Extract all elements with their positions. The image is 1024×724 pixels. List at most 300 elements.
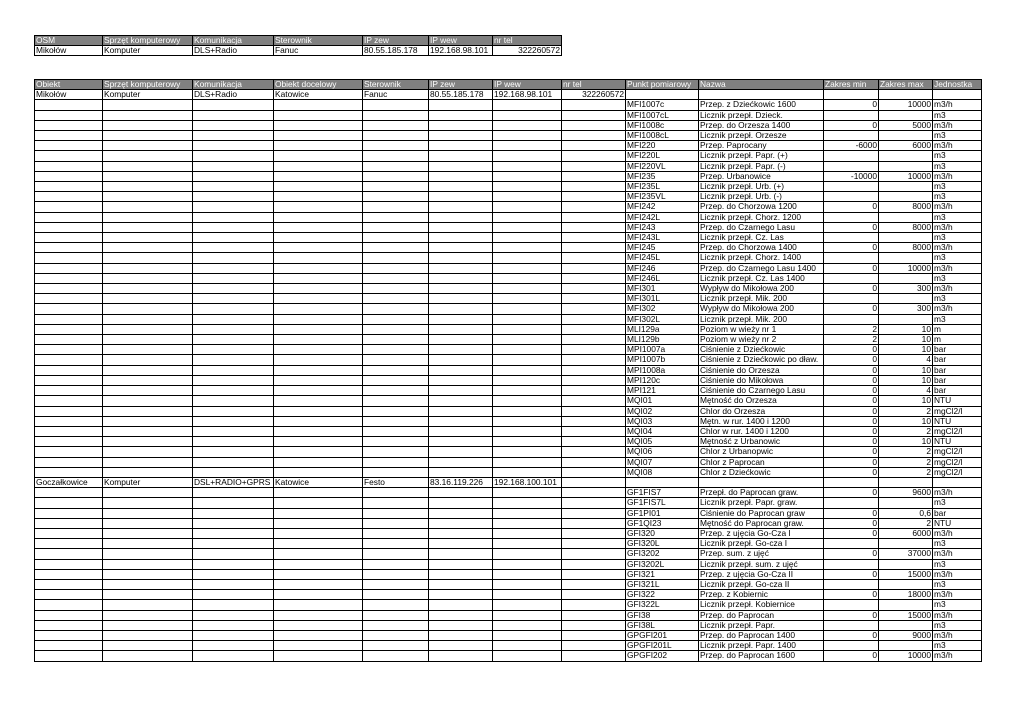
table-cell xyxy=(363,406,429,416)
table-row xyxy=(35,365,982,375)
header-row xyxy=(35,80,982,90)
table-cell xyxy=(363,192,429,202)
table-cell xyxy=(824,110,879,120)
table-cell xyxy=(363,243,429,253)
table-row xyxy=(35,651,982,661)
table-cell xyxy=(193,192,274,202)
table-cell xyxy=(103,416,193,426)
table-cell: m3/h xyxy=(933,610,982,620)
table-cell xyxy=(193,324,274,334)
table-cell xyxy=(103,355,193,365)
table-cell xyxy=(274,518,363,528)
table-cell: 83.16.119.226 xyxy=(429,477,493,487)
table-cell xyxy=(193,243,274,253)
table-cell: 8000 xyxy=(879,243,933,253)
table-cell xyxy=(562,131,626,141)
table-cell: MFI243 xyxy=(626,222,699,232)
table-cell: m3/h xyxy=(933,202,982,212)
table-row xyxy=(35,243,982,253)
table-cell xyxy=(103,141,193,151)
table-cell: 0 xyxy=(824,365,879,375)
table-cell: NTU xyxy=(933,437,982,447)
table-cell xyxy=(493,528,562,538)
table-cell xyxy=(103,294,193,304)
table-cell xyxy=(35,253,103,263)
table-cell: 10 xyxy=(879,365,933,375)
table-cell: 322260572 xyxy=(562,90,626,100)
table-cell xyxy=(193,263,274,273)
table-cell: 0 xyxy=(824,569,879,579)
table-cell: DSL+RADIO+GPRS xyxy=(193,477,274,487)
table-cell: Poziom w wieży nr 1 xyxy=(699,324,824,334)
table-cell xyxy=(879,314,933,324)
table-cell: mgCl2/l xyxy=(933,457,982,467)
table-cell xyxy=(274,579,363,589)
table-cell xyxy=(429,335,493,345)
table-cell xyxy=(363,375,429,385)
table-cell xyxy=(493,212,562,222)
table-cell: NTU xyxy=(933,416,982,426)
table-cell xyxy=(35,457,103,467)
table-cell xyxy=(562,437,626,447)
table-cell: MQI08 xyxy=(626,467,699,477)
table-cell xyxy=(274,630,363,640)
table-cell xyxy=(429,171,493,181)
table-row xyxy=(35,233,982,243)
table-cell xyxy=(103,630,193,640)
table-cell: m3/h xyxy=(933,222,982,232)
table-cell xyxy=(35,304,103,314)
table-cell xyxy=(274,539,363,549)
table-cell xyxy=(193,426,274,436)
table-cell xyxy=(35,651,103,661)
table-cell xyxy=(429,120,493,130)
table-cell xyxy=(363,518,429,528)
table-cell: Ciśnienie do Czarnego Lasu xyxy=(699,386,824,396)
table-cell xyxy=(193,233,274,243)
table-cell xyxy=(193,202,274,212)
table-row xyxy=(35,426,982,436)
table-row xyxy=(35,171,982,181)
table-cell: 0 xyxy=(824,345,879,355)
table-cell xyxy=(429,324,493,334)
table-cell: 6000 xyxy=(879,528,933,538)
table-cell xyxy=(363,488,429,498)
table-cell: Licznik przepł. Go-cza II xyxy=(699,579,824,589)
table-cell xyxy=(562,467,626,477)
table-cell xyxy=(274,273,363,283)
table-cell xyxy=(363,416,429,426)
table-cell xyxy=(193,620,274,630)
table-row xyxy=(35,437,982,447)
table-cell: 0 xyxy=(824,406,879,416)
table-cell xyxy=(274,426,363,436)
table-cell xyxy=(429,151,493,161)
table-cell xyxy=(103,182,193,192)
table-cell xyxy=(193,131,274,141)
table-cell xyxy=(824,161,879,171)
table-cell: m3 xyxy=(933,192,982,202)
table-cell xyxy=(363,304,429,314)
column-header: Jednostka xyxy=(933,80,982,90)
table-cell xyxy=(193,406,274,416)
table-cell xyxy=(103,273,193,283)
table-row xyxy=(35,345,982,355)
table-cell xyxy=(562,192,626,202)
table-cell: Komputer xyxy=(103,46,193,56)
table-cell xyxy=(35,273,103,283)
table-cell xyxy=(103,202,193,212)
table-cell xyxy=(363,161,429,171)
table-cell: 10 xyxy=(879,335,933,345)
table-cell: mgCl2/l xyxy=(933,426,982,436)
table-row xyxy=(35,569,982,579)
table-cell: 0 xyxy=(824,590,879,600)
table-cell xyxy=(363,182,429,192)
table-cell xyxy=(562,294,626,304)
table-cell: NTU xyxy=(933,396,982,406)
table-row xyxy=(35,457,982,467)
table-cell xyxy=(274,335,363,345)
table-cell xyxy=(562,253,626,263)
table-cell xyxy=(35,620,103,630)
table-cell xyxy=(493,253,562,263)
column-header: Komunikacja xyxy=(193,80,274,90)
table-cell: GFI321L xyxy=(626,579,699,589)
table-cell xyxy=(35,233,103,243)
table-cell xyxy=(493,294,562,304)
table-cell: 2 xyxy=(879,406,933,416)
table-cell xyxy=(363,120,429,130)
table-cell xyxy=(493,151,562,161)
table-cell xyxy=(363,467,429,477)
table-cell: 0 xyxy=(824,386,879,396)
table-cell: GFI321 xyxy=(626,569,699,579)
table-cell: m3 xyxy=(933,151,982,161)
table-cell xyxy=(879,641,933,651)
table-cell xyxy=(363,324,429,334)
table-cell xyxy=(824,579,879,589)
table-cell xyxy=(193,600,274,610)
table-cell xyxy=(562,375,626,385)
table-cell xyxy=(429,651,493,661)
table-cell: Licznik przepł. Papr. xyxy=(699,620,824,630)
table-cell xyxy=(103,324,193,334)
table-cell: 0 xyxy=(824,447,879,457)
table-cell: Poziom w wieży nr 2 xyxy=(699,335,824,345)
table-cell xyxy=(363,610,429,620)
table-cell xyxy=(493,386,562,396)
table-cell xyxy=(363,528,429,538)
table-cell xyxy=(274,120,363,130)
header-row xyxy=(35,36,562,46)
table-cell xyxy=(274,559,363,569)
table-cell: GF1PI01 xyxy=(626,508,699,518)
table-cell xyxy=(35,151,103,161)
table-cell xyxy=(429,610,493,620)
table-cell: 0 xyxy=(824,426,879,436)
table-cell xyxy=(363,233,429,243)
table-cell: MFI220 xyxy=(626,141,699,151)
table-cell xyxy=(363,600,429,610)
table-cell xyxy=(562,549,626,559)
table-cell xyxy=(193,518,274,528)
table-cell xyxy=(35,426,103,436)
table-cell xyxy=(562,416,626,426)
summary-table xyxy=(34,35,562,56)
table-cell xyxy=(363,508,429,518)
table-cell: m3/h xyxy=(933,630,982,640)
table-cell xyxy=(193,457,274,467)
table-cell xyxy=(562,233,626,243)
table-cell xyxy=(429,233,493,243)
table-cell xyxy=(103,386,193,396)
table-cell xyxy=(193,386,274,396)
table-cell xyxy=(103,212,193,222)
main-table-body xyxy=(35,80,982,662)
table-row xyxy=(35,600,982,610)
table-cell: m3/h xyxy=(933,569,982,579)
table-cell: MFI245L xyxy=(626,253,699,263)
table-cell xyxy=(562,120,626,130)
table-cell: m3/h xyxy=(933,141,982,151)
table-cell xyxy=(562,590,626,600)
table-cell xyxy=(429,202,493,212)
table-cell: m3/h xyxy=(933,243,982,253)
table-row xyxy=(35,549,982,559)
table-cell: Licznik przepł. Papr. (-) xyxy=(699,161,824,171)
table-cell: m xyxy=(933,335,982,345)
table-row xyxy=(35,610,982,620)
table-cell: Przep. z ujęcia Go-Cza II xyxy=(699,569,824,579)
table-cell: bar xyxy=(933,345,982,355)
table-cell xyxy=(493,131,562,141)
table-cell xyxy=(193,100,274,110)
table-cell: m3/h xyxy=(933,120,982,130)
table-cell: Licznik przepł. Papr. 1400 xyxy=(699,641,824,651)
table-cell xyxy=(35,579,103,589)
table-cell: Licznik przepł. Chorz. 1400 xyxy=(699,253,824,263)
table-cell xyxy=(429,630,493,640)
table-cell xyxy=(933,90,982,100)
table-cell xyxy=(493,284,562,294)
table-cell: Przep. do Paprocan xyxy=(699,610,824,620)
table-cell: 10 xyxy=(879,324,933,334)
table-cell xyxy=(103,263,193,273)
table-cell: 0 xyxy=(824,416,879,426)
table-cell xyxy=(274,447,363,457)
table-cell xyxy=(493,304,562,314)
table-cell xyxy=(35,488,103,498)
table-cell xyxy=(363,284,429,294)
table-cell xyxy=(103,100,193,110)
table-cell xyxy=(193,284,274,294)
table-cell: Przep. do Paprocan 1400 xyxy=(699,630,824,640)
table-cell xyxy=(193,345,274,355)
table-cell xyxy=(626,477,699,487)
table-cell xyxy=(363,549,429,559)
table-cell xyxy=(429,579,493,589)
table-cell xyxy=(363,569,429,579)
table-cell: 0 xyxy=(824,488,879,498)
table-cell xyxy=(274,396,363,406)
table-cell xyxy=(493,590,562,600)
table-cell: m3 xyxy=(933,641,982,651)
table-cell xyxy=(562,447,626,457)
main-table xyxy=(34,79,982,662)
table-cell: NTU xyxy=(933,518,982,528)
table-cell: MFI243L xyxy=(626,233,699,243)
table-cell xyxy=(429,263,493,273)
table-cell: 0 xyxy=(824,222,879,232)
table-cell: GPGFI201L xyxy=(626,641,699,651)
table-cell xyxy=(879,212,933,222)
table-cell xyxy=(193,151,274,161)
table-cell: 2 xyxy=(879,447,933,457)
table-cell: MFI1008c xyxy=(626,120,699,130)
table-cell xyxy=(35,345,103,355)
table-cell: 10000 xyxy=(879,263,933,273)
table-cell: MFI245 xyxy=(626,243,699,253)
table-cell xyxy=(562,141,626,151)
table-cell xyxy=(274,263,363,273)
table-cell xyxy=(493,375,562,385)
table-cell xyxy=(193,253,274,263)
table-cell xyxy=(103,243,193,253)
table-cell xyxy=(35,131,103,141)
table-cell xyxy=(363,590,429,600)
table-cell xyxy=(824,559,879,569)
column-header: IP zew xyxy=(429,80,493,90)
table-cell xyxy=(879,110,933,120)
table-cell xyxy=(879,477,933,487)
table-row xyxy=(35,120,982,130)
table-cell: Przep. do Chorzowa 1400 xyxy=(699,243,824,253)
table-cell: mgCl2/l xyxy=(933,467,982,477)
table-cell xyxy=(429,559,493,569)
table-cell xyxy=(562,406,626,416)
table-cell xyxy=(493,620,562,630)
table-row xyxy=(35,314,982,324)
table-cell: Mikołów xyxy=(35,90,103,100)
table-cell xyxy=(493,630,562,640)
table-cell: 192.168.98.101 xyxy=(429,46,493,56)
table-cell xyxy=(493,579,562,589)
table-cell: MPI1007b xyxy=(626,355,699,365)
table-cell xyxy=(35,314,103,324)
table-cell xyxy=(103,437,193,447)
table-row xyxy=(35,335,982,345)
table-cell xyxy=(429,498,493,508)
table-cell: GPGFI201 xyxy=(626,630,699,640)
table-cell: Wypływ do Mikołowa 200 xyxy=(699,284,824,294)
table-cell xyxy=(103,304,193,314)
table-row xyxy=(35,202,982,212)
column-header: IP zew xyxy=(363,36,429,46)
table-cell: m3 xyxy=(933,600,982,610)
table-cell xyxy=(35,324,103,334)
table-cell xyxy=(429,406,493,416)
table-cell xyxy=(274,467,363,477)
table-cell xyxy=(193,171,274,181)
table-cell xyxy=(493,447,562,457)
table-cell xyxy=(493,182,562,192)
table-cell xyxy=(274,375,363,385)
table-cell: 0 xyxy=(824,202,879,212)
table-cell xyxy=(363,630,429,640)
table-cell: bar xyxy=(933,386,982,396)
table-cell xyxy=(562,559,626,569)
table-row xyxy=(35,161,982,171)
table-cell xyxy=(103,365,193,375)
table-cell xyxy=(35,569,103,579)
table-cell: GF1FIS7L xyxy=(626,498,699,508)
table-cell xyxy=(35,284,103,294)
table-cell xyxy=(363,263,429,273)
table-cell xyxy=(562,273,626,283)
table-row xyxy=(35,273,982,283)
table-cell xyxy=(274,141,363,151)
table-cell: -6000 xyxy=(824,141,879,151)
table-cell xyxy=(103,161,193,171)
table-cell: Przep. Urbanowice xyxy=(699,171,824,181)
table-row xyxy=(35,151,982,161)
table-cell xyxy=(562,171,626,181)
table-cell: MFI242 xyxy=(626,202,699,212)
table-cell xyxy=(193,641,274,651)
table-cell xyxy=(562,426,626,436)
table-cell xyxy=(562,396,626,406)
table-cell xyxy=(493,396,562,406)
table-cell xyxy=(879,600,933,610)
table-cell: GF1FIS7 xyxy=(626,488,699,498)
table-cell xyxy=(363,641,429,651)
table-cell xyxy=(879,539,933,549)
table-cell: 15000 xyxy=(879,569,933,579)
table-cell: mgCl2/l xyxy=(933,447,982,457)
table-cell xyxy=(429,284,493,294)
column-header: Sterownik xyxy=(274,36,363,46)
table-cell xyxy=(103,620,193,630)
table-cell: 192.168.98.101 xyxy=(493,90,562,100)
table-cell xyxy=(35,518,103,528)
table-cell xyxy=(103,426,193,436)
table-cell xyxy=(429,488,493,498)
table-cell: 2 xyxy=(824,335,879,345)
table-cell xyxy=(562,620,626,630)
table-row xyxy=(35,498,982,508)
table-cell xyxy=(493,120,562,130)
table-cell: 10 xyxy=(879,396,933,406)
table-cell xyxy=(35,396,103,406)
table-cell xyxy=(429,345,493,355)
table-cell xyxy=(103,467,193,477)
table-cell xyxy=(35,437,103,447)
table-cell xyxy=(274,253,363,263)
table-cell xyxy=(562,284,626,294)
table-cell xyxy=(103,110,193,120)
table-cell xyxy=(879,192,933,202)
table-cell: 0 xyxy=(824,120,879,130)
table-cell xyxy=(562,386,626,396)
table-cell xyxy=(274,416,363,426)
table-cell: m3 xyxy=(933,253,982,263)
table-cell xyxy=(193,355,274,365)
table-cell xyxy=(493,243,562,253)
table-cell xyxy=(35,630,103,640)
table-cell xyxy=(363,457,429,467)
table-cell: m3/h xyxy=(933,549,982,559)
